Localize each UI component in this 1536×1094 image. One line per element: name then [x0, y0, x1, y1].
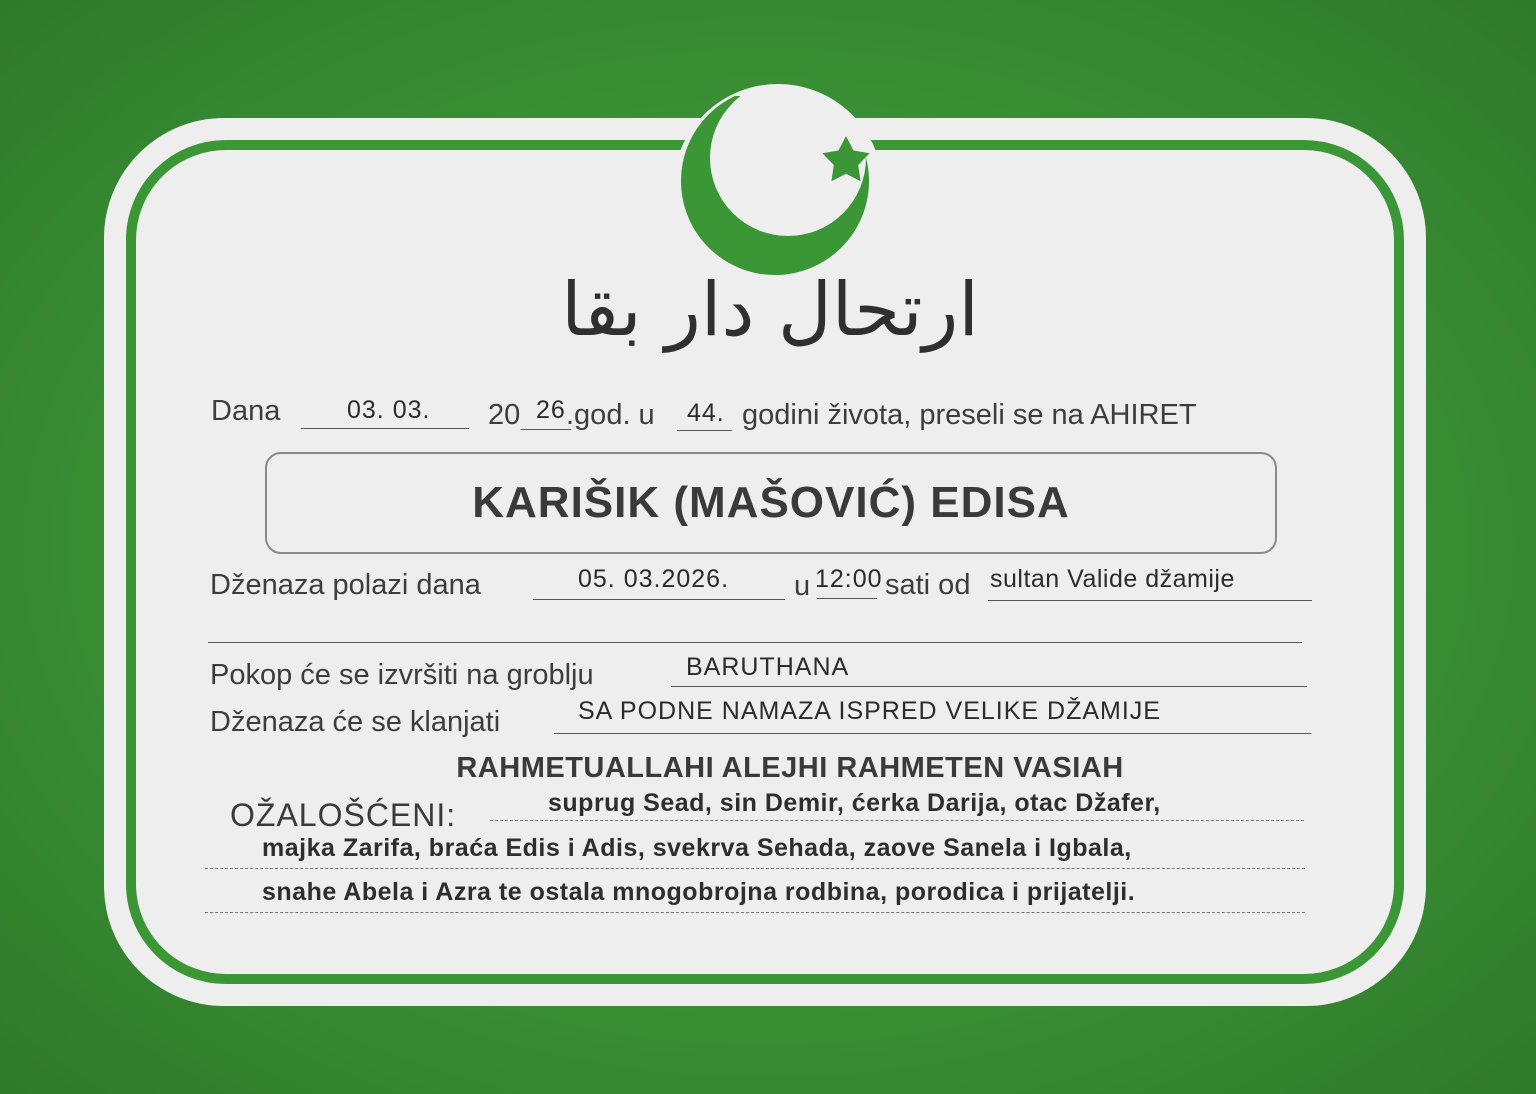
funeral-time: 12:00 — [815, 565, 883, 593]
age: 44. — [687, 399, 725, 427]
label-sati: sati od — [885, 569, 971, 601]
blank-line — [208, 642, 1302, 643]
age-line — [677, 430, 732, 431]
year-prefix: 20 — [488, 399, 521, 431]
label-prayer: Dženaza će se klanjati — [210, 706, 501, 738]
label-god: .god. u — [566, 399, 655, 431]
arabic-calligraphy: ارتحال دار بقا — [561, 267, 979, 353]
funeral-date-line — [533, 599, 785, 600]
deceased-name: KARIŠIK (MAŠOVIĆ) EDISA — [472, 478, 1070, 527]
year-suffix: 26 — [536, 396, 566, 424]
label-u: u — [794, 570, 811, 602]
mourners-line-2: majka Zarifa, braća Edis i Adis, svekrva Sehada, zaove Sanela i Igbala, — [262, 834, 1132, 862]
label-burial: Pokop će se izvršiti na groblju — [210, 659, 594, 691]
prayer-line — [554, 733, 1311, 734]
mourners-label: OŽALOŠĆENI: — [230, 797, 457, 833]
label-departs: Dženaza polazi dana — [210, 569, 481, 601]
death-date-line — [301, 428, 469, 429]
mourners-divider-3 — [205, 912, 1305, 913]
label-rest: godini života, preseli se na AHIRET — [742, 399, 1197, 431]
funeral-time-line — [817, 598, 877, 599]
cemetery-name: BARUTHANA — [686, 653, 850, 681]
cemetery-line — [671, 686, 1307, 687]
year-line — [521, 429, 571, 430]
mourners-divider-2 — [205, 868, 1305, 869]
funeral-date: 05. 03.2026. — [578, 565, 730, 593]
funeral-place: sultan Valide džamije — [990, 565, 1235, 593]
mourners-divider-1 — [490, 820, 1304, 821]
mourners-line-1: suprug Sead, sin Demir, ćerka Darija, otac Džafer, — [548, 789, 1161, 817]
rahmet-phrase: RAHMETUALLAHI ALEJHI RAHMETEN VASIAH — [456, 752, 1124, 784]
mourners-line-3: snahe Abela i Azra te ostala mnogobrojna rodbina, porodica i prijatelji. — [262, 878, 1136, 906]
label-dana: Dana — [211, 395, 281, 427]
prayer-value: SA PODNE NAMAZA ISPRED VELIKE DŽAMIJE — [578, 697, 1161, 725]
funeral-place-line — [988, 600, 1312, 601]
death-date: 03. 03. — [347, 396, 431, 424]
name-box — [265, 452, 1277, 554]
crescent-star-icon — [680, 96, 870, 276]
